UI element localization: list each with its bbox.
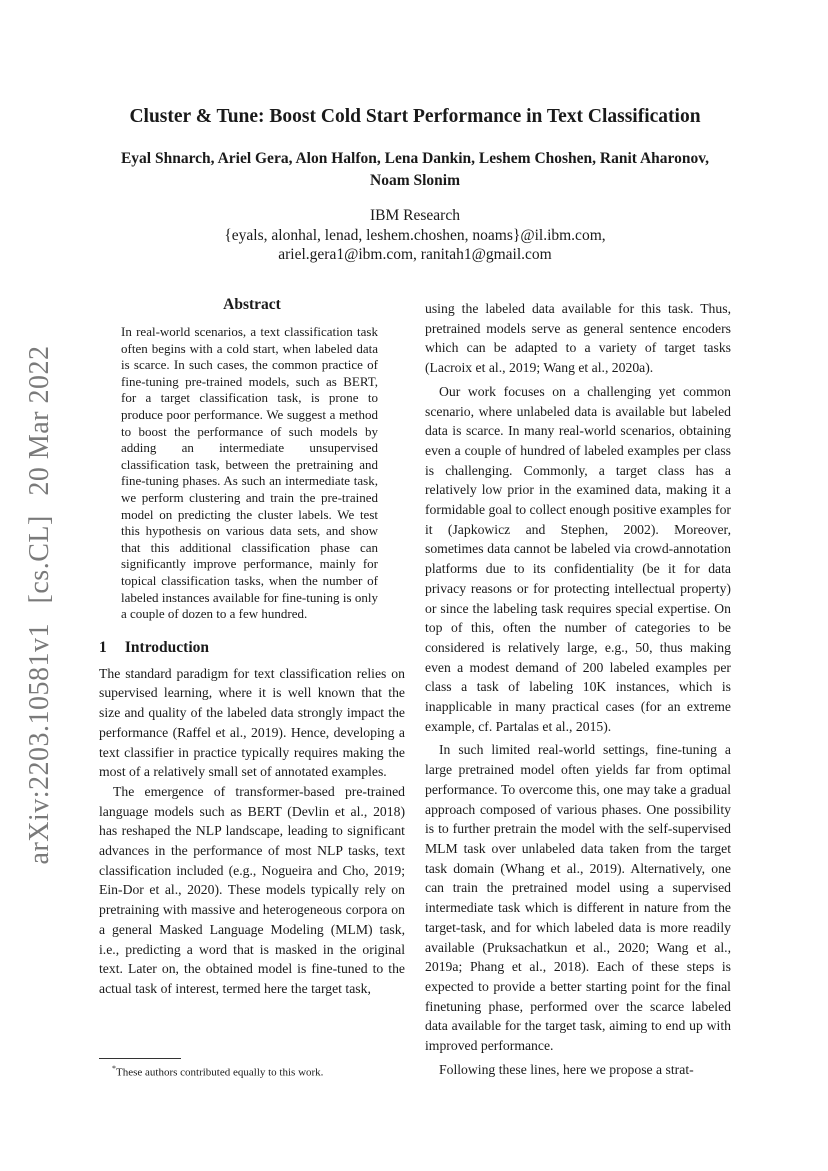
affiliation: IBM Research (370, 207, 460, 224)
footnote-text: These authors contributed equally to this work. (116, 1066, 324, 1079)
intro-paragraph-5: In such limited real-world settings, fine-tuning a large pretrained model often yields far from optimal performance. To overcome this, one may take a gradual approach composed of various phases. One possibility is to further pretrain the model with the self-supervised MLM task over unlabeled data taken from the target task domain (Whang et al., 2019). Alternatively, one can train the pretrained model using a supervised intermediate task which is different in nature from the target-task, and for which labeled data is more readily available (Pruksachatkun et al., 2020; Wang et al., 2019a; Phang et al., 2018). Each of these steps is expected to provide a better starting point for the final finetuning phase, performed over the scarce labeled data available for the target task, aiming to end up with improved performance. (425, 742, 731, 1054)
footnote (112, 1062, 412, 1080)
footnote-rule (99, 1058, 181, 1059)
emails-line-2: ariel.gera1@ibm.com, ranitah1@gmail.com (278, 246, 552, 263)
intro-paragraph-4: Our work focuses on a challenging yet common scenario, where unlabeled data is available but labeled data is scarce. In many real-world scenarios, obtaining even a couple of hundred of labeled examples per class is challenging. Commonly, a target class has a relatively low prior in the examined data, making it a formidable goal to collect enough positive examples for it (Japkowicz and Stephen, 2002). Moreover, sometimes data cannot be labeled via crowd-annotation platforms due to its confidentiality (be it for data privacy reasons or for protecting intellectual property) or since the labeling task requires special expertise. On top of this, often the number of categories to be considered is relatively large, e.g., 50, thus making even a modest demand of 200 labeled examples per class a task of labeling 10K instances, which is inapplicable in many practical cases (for an extreme example, cf. Partalas et al., 2015). (425, 383, 731, 734)
intro-paragraph-6: Following these lines, here we propose a strat- (439, 1061, 694, 1077)
arxiv-id: arXiv:2203.10581v1 (24, 622, 55, 865)
arxiv-stamp (24, 340, 56, 871)
affiliation-block (100, 206, 730, 265)
section-heading-introduction (99, 639, 405, 657)
footnote-marker: * (112, 1064, 116, 1073)
emails-line-1: {eyals, alonhal, lenad, leshem.choshen, noams}@il.ibm.com, (224, 226, 606, 244)
authors-line-1: Eyal Shnarch, Ariel Gera, Alon Halfon, Lena Dankin, Leshem Choshen, Ranit Aharonov, (120, 150, 710, 167)
author-list (90, 148, 740, 192)
right-column (425, 299, 731, 1079)
left-column (99, 296, 405, 999)
arxiv-date: 20 Mar 2022 (24, 345, 55, 496)
paper-title: Cluster & Tune: Boost Cold Start Performance in Text Classification (129, 106, 701, 127)
intro-paragraph-3: using the labeled data available for this task. Thus, pretrained models serve as general sentence encoders which can be adapted to a variety of target tasks (Lacroix et al., 2019; Wang et al., 2020a). (425, 301, 731, 376)
section-number: 1 (99, 638, 107, 656)
arxiv-sidebar (0, 0, 80, 1171)
arxiv-category: [cs.CL] (24, 515, 55, 604)
intro-paragraph-1: The standard paradigm for text classification relies on supervised learning, where it is well known that the size and quality of the labeled data strongly impact the performance (Raffel et al., 2019). Hence, developing a text classifier in practice typically requires making the most of a relatively small set of annotated examples. (99, 665, 405, 780)
intro-paragraph-2: The emergence of transformer-based pre-trained language models such as BERT (Devlin et al., 2018) has reshaped the NLP landscape, leading to significant advances in the performance of most NLP tasks, text classification included (e.g., Nogueira and Cho, 2019; Ein-Dor et al., 2020). These models typically rely on pretraining with massive and heterogeneous corpora on a general Masked Language Modeling (MLM) task, i.e., predicting a word that is masked in the original text. Later on, the obtained model is fine-tuned to the actual task of interest, termed here the target task, (99, 783, 405, 996)
section-title: Introduction (124, 638, 209, 656)
abstract-heading: Abstract (223, 296, 281, 313)
authors-line-2: Noam Slonim (370, 172, 460, 189)
abstract-text: In real-world scenarios, a text classification task often begins with a cold start, when labeled data is scarce. In such cases, the common practice of fine-tuning pre-trained models, such as BERT, for a target classification task, is prone to produce poor performance. We suggest a method to boost the performance of such models by adding an intermediate unsupervised classification task, between the pretraining and fine-tuning phases. As such an intermediate task, we perform clustering and train the pre-trained model on predicting the cluster labels. We test this hypothesis on various data sets, and show that this additional classification phase can significantly improve performance, mainly for topical classification tasks, when the number of labeled instances available for fine-tuning is only a couple of dozen to a few hundred. (121, 324, 378, 622)
